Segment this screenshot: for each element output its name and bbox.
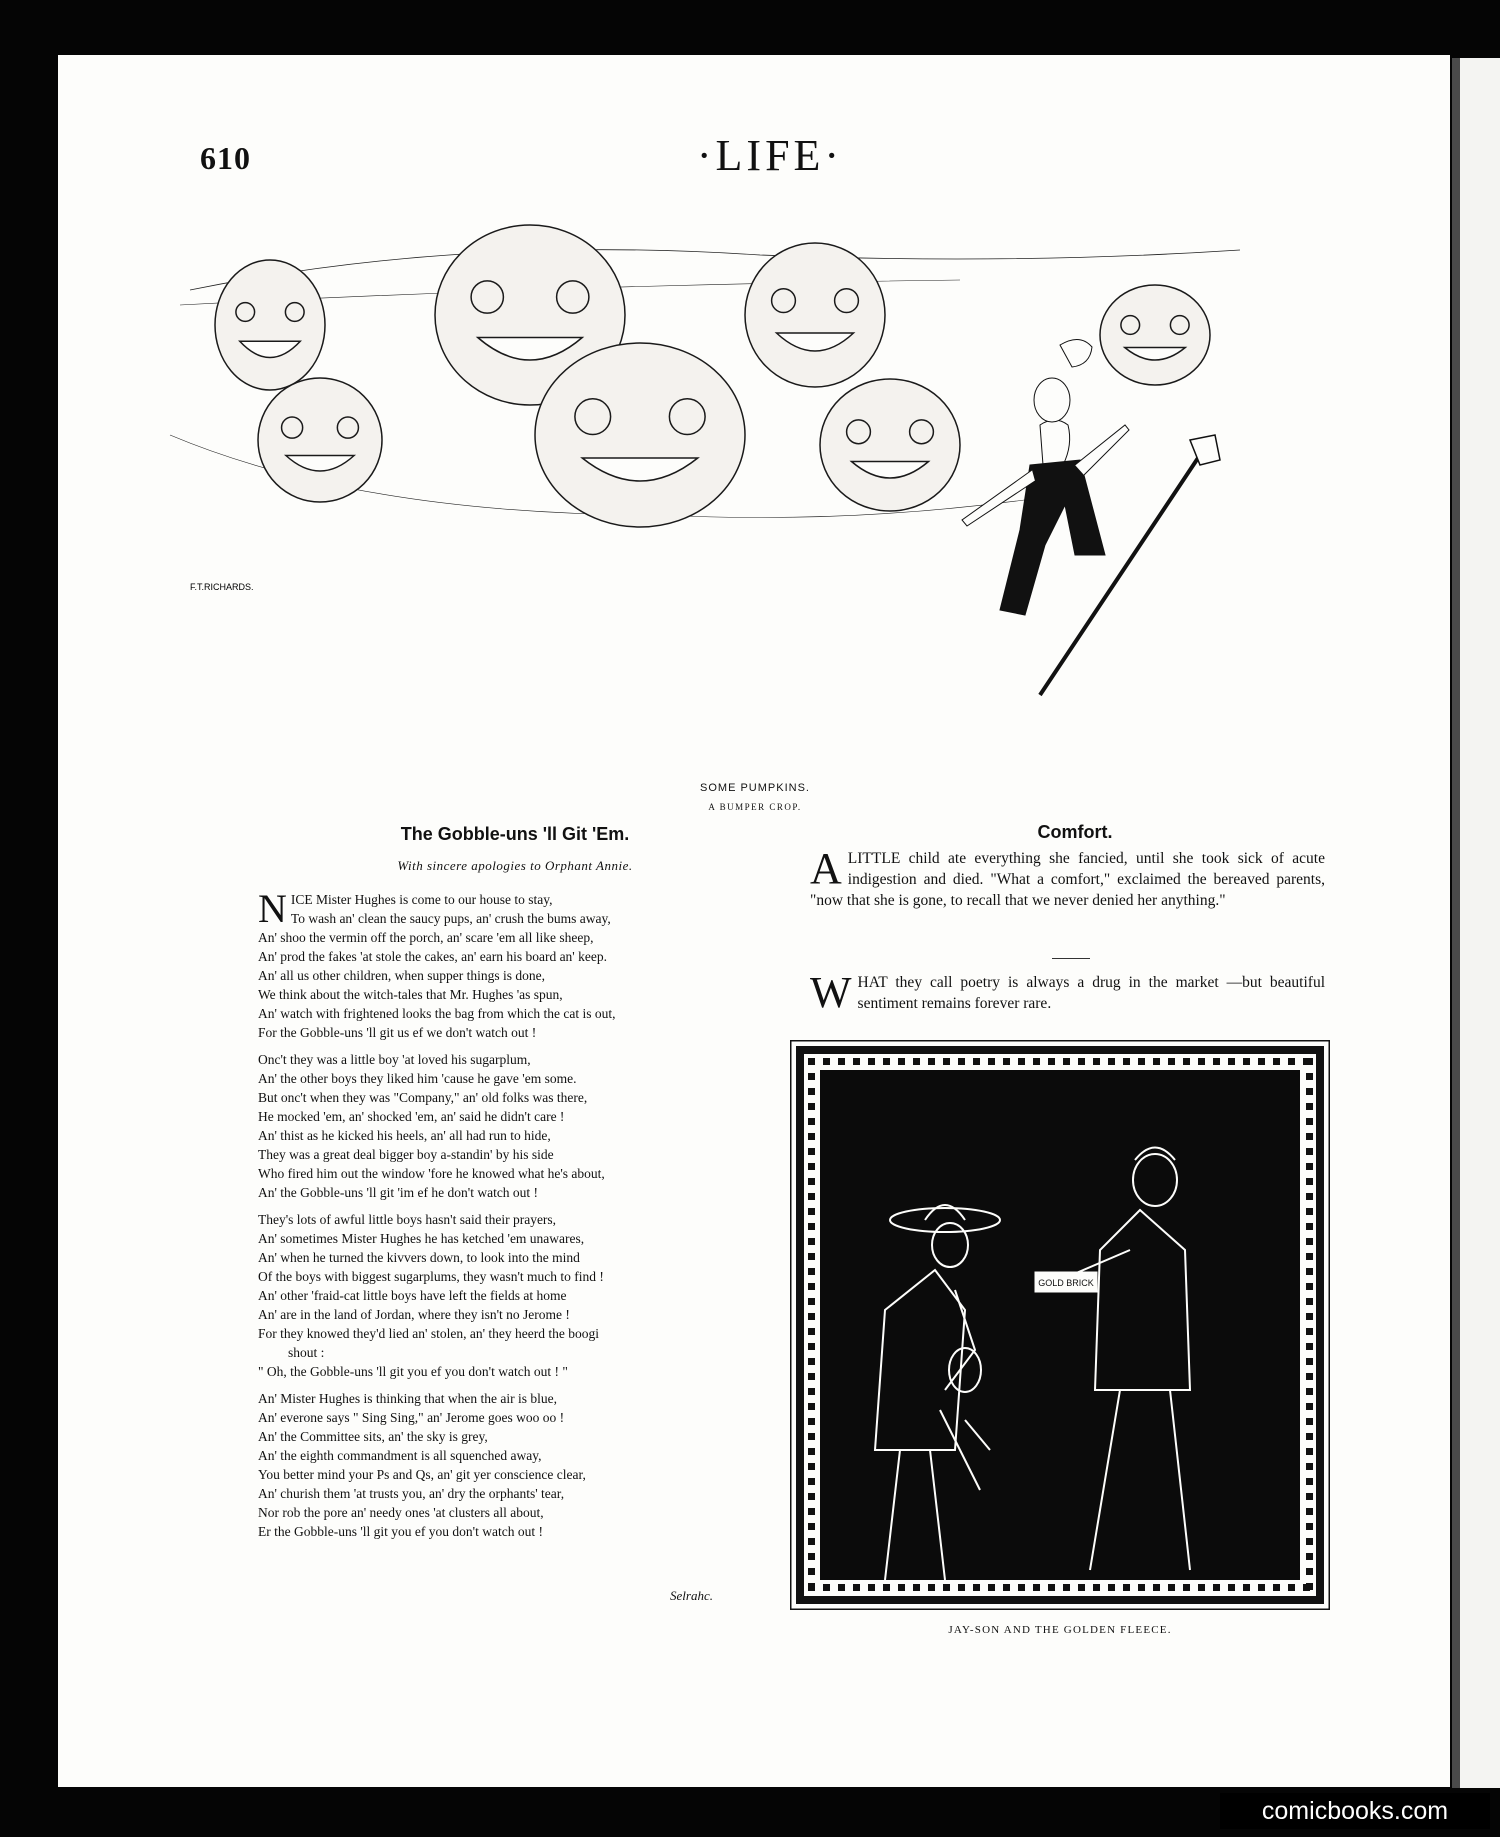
book-spine: [1452, 58, 1460, 1788]
border-ornament: [1306, 1133, 1313, 1140]
illustration-caption: JAY-SON AND THE GOLDEN FLEECE.: [948, 1624, 1172, 1636]
site-watermark: comicbooks.com: [1220, 1793, 1490, 1829]
border-ornament: [1306, 1148, 1313, 1155]
poem-line: An' prod the fakes 'at stole the cakes, an' earn his board an' keep.: [258, 949, 607, 964]
poem-line: An' watch with frightened looks the bag from which the cat is out,: [258, 1006, 616, 1021]
border-ornament: [1048, 1058, 1055, 1065]
border-ornament: [808, 1433, 815, 1440]
border-ornament: [808, 1463, 815, 1470]
border-ornament: [808, 1118, 815, 1125]
border-ornament: [1306, 1313, 1313, 1320]
border-ornament: [808, 1403, 815, 1410]
border-ornament: [808, 1508, 815, 1515]
pumpkin: [820, 379, 960, 511]
poem-line: An' everone says " Sing Sing," an' Jerome goes woo oo !: [258, 1410, 565, 1425]
border-ornament: [913, 1058, 920, 1065]
border-ornament: [808, 1568, 815, 1575]
next-page-edge: [1460, 58, 1500, 1788]
masthead: ·LIFE·: [696, 131, 844, 180]
border-ornament: [1306, 1328, 1313, 1335]
poem-line: Er the Gobble-uns 'll git you ef you don't watch out !: [258, 1524, 543, 1539]
border-ornament: [1306, 1463, 1313, 1470]
border-ornament: [808, 1223, 815, 1230]
border-ornament: [1183, 1584, 1190, 1591]
drop-cap: A: [810, 844, 842, 893]
border-ornament: [1306, 1568, 1313, 1575]
border-ornament: [1138, 1058, 1145, 1065]
border-ornament: [1306, 1523, 1313, 1530]
border-ornament: [988, 1058, 995, 1065]
border-ornament: [1306, 1283, 1313, 1290]
border-ornament: [1138, 1584, 1145, 1591]
border-ornament: [958, 1584, 965, 1591]
poem-stanza: [258, 1050, 778, 1202]
poem-stanza: [258, 1210, 778, 1381]
border-ornament: [1306, 1298, 1313, 1305]
border-ornament: [1048, 1584, 1055, 1591]
border-ornament: [928, 1058, 935, 1065]
border-ornament: [1213, 1058, 1220, 1065]
paragraph-text: LITTLE child ate everything she fancied, until she took sick of acute indigestion and died. "What a comfort," exclaimed the bereaved parents, "now that she is gone, to recall that we never denied her anything.": [810, 850, 1325, 909]
border-ornament: [1018, 1058, 1025, 1065]
gold-brick-label: GOLD BRICK: [1038, 1278, 1094, 1288]
poem-line: They's lots of awful little boys hasn't said their prayers,: [258, 1212, 557, 1227]
drop-cap: W: [810, 968, 852, 1017]
illustration-subcaption: A BUMPER CROP.: [708, 802, 802, 812]
poem-body: [258, 886, 778, 1549]
border-ornament: [808, 1538, 815, 1545]
border-ornament: [1063, 1058, 1070, 1065]
border-ornament: [1093, 1058, 1100, 1065]
border-ornament: [1306, 1358, 1313, 1365]
border-ornament: [808, 1298, 815, 1305]
border-ornament: [1003, 1058, 1010, 1065]
pumpkin: [535, 343, 745, 527]
pumpkin: [745, 243, 885, 387]
border-ornament: [808, 1253, 815, 1260]
poem-line: Of the boys with biggest sugarplums, they wasn't much to find !: [258, 1269, 604, 1284]
border-ornament: [928, 1584, 935, 1591]
divider: [1052, 958, 1090, 959]
border-ornament: [1033, 1058, 1040, 1065]
poem-subtitle: With sincere apologies to Orphant Annie.: [397, 858, 633, 873]
poem-stanza: [258, 1389, 778, 1541]
border-ornament: [808, 1328, 815, 1335]
border-ornament: [808, 1073, 815, 1080]
border-ornament: [1228, 1058, 1235, 1065]
border-ornament: [808, 1388, 815, 1395]
border-ornament: [808, 1373, 815, 1380]
border-ornament: [883, 1058, 890, 1065]
border-ornament: [808, 1163, 815, 1170]
border-ornament: [1168, 1584, 1175, 1591]
poem-line: An' the Committee sits, an' the sky is grey,: [258, 1429, 488, 1444]
border-ornament: [808, 1358, 815, 1365]
poem-line: An' other 'fraid-cat little boys have left the fields at home: [258, 1288, 567, 1303]
border-ornament: [1168, 1058, 1175, 1065]
border-ornament: [1306, 1238, 1313, 1245]
border-ornament: [1228, 1584, 1235, 1591]
border-ornament: [1123, 1058, 1130, 1065]
poem-line: For the Gobble-uns 'll git us ef we don't watch out !: [258, 1025, 537, 1040]
poem-line: For they knowed they'd lied an' stolen, an' they heerd the boogi: [258, 1326, 599, 1341]
poem-line: An' are in the land of Jordan, where they isn't no Jerome !: [258, 1307, 570, 1322]
poem-line: shout :: [288, 1345, 325, 1360]
border-ornament: [1306, 1208, 1313, 1215]
border-ornament: [808, 1493, 815, 1500]
border-ornament: [808, 1208, 815, 1215]
border-ornament: [853, 1058, 860, 1065]
poem-line: An' the Gobble-uns 'll git 'im ef he don't watch out !: [258, 1185, 539, 1200]
poem-line: You better mind your Ps and Qs, an' git yer conscience clear,: [258, 1467, 586, 1482]
border-ornament: [808, 1178, 815, 1185]
border-ornament: [1078, 1584, 1085, 1591]
comfort-paragraph: [810, 844, 1325, 911]
border-ornament: [1078, 1058, 1085, 1065]
poem-line: To wash an' clean the saucy pups, an' crush the bums away,: [290, 911, 611, 926]
border-ornament: [823, 1058, 830, 1065]
border-ornament: [1306, 1073, 1313, 1080]
border-ornament: [808, 1088, 815, 1095]
border-ornament: [898, 1058, 905, 1065]
pumpkin: [1100, 285, 1210, 385]
border-ornament: [1108, 1058, 1115, 1065]
poem-line: An' the eighth commandment is all squenched away,: [258, 1448, 542, 1463]
border-ornament: [1306, 1433, 1313, 1440]
border-ornament: [1273, 1058, 1280, 1065]
poem-line: An' sometimes Mister Hughes he has ketched 'em unawares,: [258, 1231, 585, 1246]
poem-line: ICE Mister Hughes is come to our house to stay,: [290, 892, 553, 907]
border-ornament: [1306, 1058, 1313, 1065]
poem-line: But onc't when they was "Company," an' old folks was there,: [258, 1090, 588, 1105]
border-ornament: [808, 1553, 815, 1560]
poem-line: An' the other boys they liked him 'cause he gave 'em some.: [258, 1071, 577, 1086]
border-ornament: [808, 1193, 815, 1200]
border-ornament: [808, 1103, 815, 1110]
border-ornament: [1213, 1584, 1220, 1591]
border-ornament: [1306, 1268, 1313, 1275]
poem-line: Who fired him out the window 'fore he knowed what he's about,: [258, 1166, 605, 1181]
border-ornament: [1063, 1584, 1070, 1591]
border-ornament: [1306, 1163, 1313, 1170]
comfort-title: Comfort.: [1037, 822, 1113, 842]
poem-line: He mocked 'em, an' shocked 'em, an' said he didn't care !: [258, 1109, 565, 1124]
border-ornament: [943, 1584, 950, 1591]
border-ornament: [1288, 1058, 1295, 1065]
border-ornament: [1243, 1584, 1250, 1591]
poem-line: " Oh, the Gobble-uns 'll git you ef you don't watch out ! ": [258, 1364, 568, 1379]
border-ornament: [1018, 1584, 1025, 1591]
border-ornament: [808, 1238, 815, 1245]
border-ornament: [1198, 1584, 1205, 1591]
border-ornament: [1306, 1448, 1313, 1455]
border-ornament: [1306, 1193, 1313, 1200]
poem-line: An' thist as he kicked his heels, an' all had run to hide,: [258, 1128, 551, 1143]
border-ornament: [883, 1584, 890, 1591]
border-ornament: [958, 1058, 965, 1065]
illustration-caption: SOME PUMPKINS.: [700, 782, 810, 794]
border-ornament: [1306, 1088, 1313, 1095]
border-ornament: [808, 1148, 815, 1155]
border-ornament: [913, 1584, 920, 1591]
border-ornament: [1306, 1178, 1313, 1185]
poem-line: We think about the witch-tales that Mr. Hughes 'as spun,: [258, 987, 563, 1002]
border-ornament: [1306, 1103, 1313, 1110]
border-ornament: [808, 1343, 815, 1350]
border-ornament: [898, 1584, 905, 1591]
border-ornament: [1306, 1508, 1313, 1515]
border-ornament: [1183, 1058, 1190, 1065]
border-ornament: [808, 1058, 815, 1065]
border-ornament: [1306, 1253, 1313, 1260]
poem-line: An' Mister Hughes is thinking that when the air is blue,: [258, 1391, 558, 1406]
border-ornament: [808, 1418, 815, 1425]
border-ornament: [1198, 1058, 1205, 1065]
border-ornament: [943, 1058, 950, 1065]
border-ornament: [1306, 1493, 1313, 1500]
border-ornament: [1243, 1058, 1250, 1065]
border-ornament: [1258, 1058, 1265, 1065]
border-ornament: [1003, 1584, 1010, 1591]
border-ornament: [1306, 1538, 1313, 1545]
poem-line: An' churish them 'at trusts you, an' dry the orphants' tear,: [258, 1486, 565, 1501]
poem-signature: Selrahc.: [670, 1588, 713, 1603]
border-ornament: [808, 1283, 815, 1290]
border-ornament: [1153, 1584, 1160, 1591]
poem-title: The Gobble-uns 'll Git 'Em.: [400, 824, 630, 844]
border-ornament: [973, 1584, 980, 1591]
border-ornament: [1306, 1373, 1313, 1380]
drop-cap: N: [258, 886, 287, 931]
artist-signature: F.T.RICHARDS.: [190, 582, 254, 592]
border-ornament: [868, 1058, 875, 1065]
pumpkin: [258, 378, 382, 502]
border-ornament: [1258, 1584, 1265, 1591]
paragraph-text: HAT they call poetry is always a drug in the market —but beautiful sentiment remains forever rare.: [857, 974, 1325, 1012]
page-number: 610: [200, 140, 251, 176]
border-ornament: [808, 1523, 815, 1530]
golden-fleece-illustration: [790, 1040, 1330, 1610]
pumpkin-illustration: [160, 195, 1290, 775]
border-ornament: [1273, 1584, 1280, 1591]
poem-stanza: [258, 886, 778, 1042]
border-ornament: [1033, 1584, 1040, 1591]
border-ornament: [808, 1133, 815, 1140]
poem-line: They was a great deal bigger boy a-standin' by his side: [258, 1147, 554, 1162]
border-ornament: [1306, 1403, 1313, 1410]
border-ornament: [1288, 1584, 1295, 1591]
border-ornament: [808, 1583, 815, 1590]
border-ornament: [1306, 1583, 1313, 1590]
poem-line: An' shoo the vermin off the porch, an' scare 'em all like sheep,: [258, 930, 594, 945]
border-ornament: [1306, 1343, 1313, 1350]
poetry-paragraph: [810, 968, 1325, 1017]
border-ornament: [973, 1058, 980, 1065]
border-ornament: [808, 1313, 815, 1320]
poem-line: An' when he turned the kivvers down, to look into the mind: [258, 1250, 580, 1265]
poem-line: An' all us other children, when supper things is done,: [258, 968, 546, 983]
border-ornament: [1306, 1118, 1313, 1125]
border-ornament: [823, 1584, 830, 1591]
border-ornament: [808, 1268, 815, 1275]
border-ornament: [1306, 1478, 1313, 1485]
border-ornament: [868, 1584, 875, 1591]
border-ornament: [838, 1058, 845, 1065]
border-ornament: [1123, 1584, 1130, 1591]
pumpkin: [215, 260, 325, 390]
poem-line: Nor rob the pore an' needy ones 'at clusters all about,: [258, 1505, 544, 1520]
border-ornament: [988, 1584, 995, 1591]
border-ornament: [808, 1448, 815, 1455]
border-ornament: [1153, 1058, 1160, 1065]
border-ornament: [808, 1478, 815, 1485]
poem-line: Onc't they was a little boy 'at loved his sugarplum,: [258, 1052, 531, 1067]
border-ornament: [1306, 1388, 1313, 1395]
border-ornament: [1306, 1553, 1313, 1560]
border-ornament: [1093, 1584, 1100, 1591]
border-ornament: [1108, 1584, 1115, 1591]
border-ornament: [853, 1584, 860, 1591]
border-ornament: [1306, 1418, 1313, 1425]
border-ornament: [1306, 1223, 1313, 1230]
border-ornament: [838, 1584, 845, 1591]
